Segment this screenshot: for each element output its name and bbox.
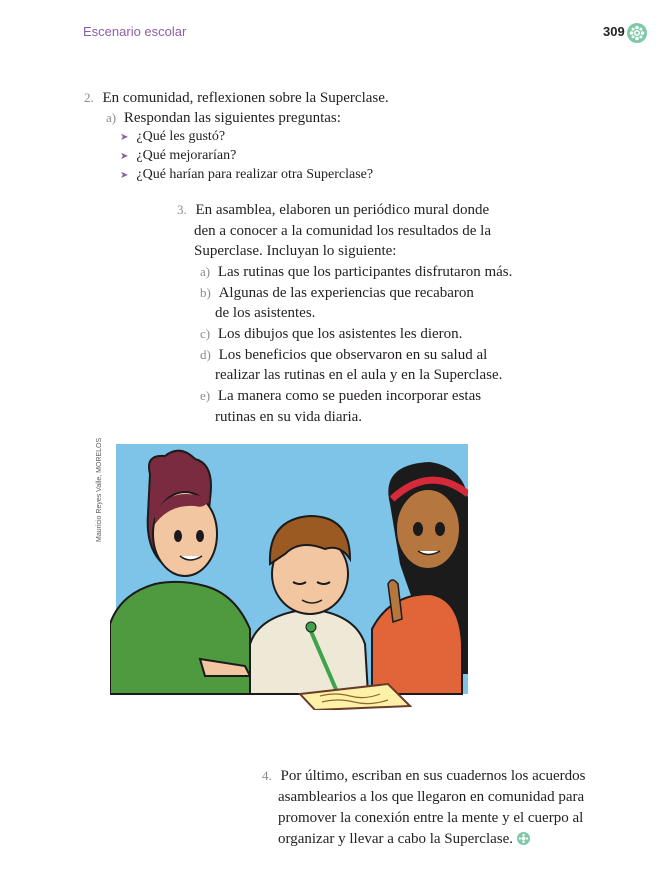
sub-text: Las rutinas que los participantes disfrutaron más. xyxy=(217,264,513,280)
sub-item-d xyxy=(200,345,487,365)
bullet-text: ¿Qué harían para realizar otra Superclase? xyxy=(136,167,374,182)
item-number: 2. xyxy=(84,90,94,105)
arrow-bullet-icon: ➤ xyxy=(120,170,129,181)
running-header: Escenario escolar xyxy=(83,24,187,39)
item-number: 4. xyxy=(262,768,272,783)
sub-text: rutinas en su vida diaria. xyxy=(215,409,363,425)
item-text-line: den a conocer a la comunidad los resultados de la xyxy=(194,223,491,239)
item-number: 3. xyxy=(177,202,187,217)
bullet-item xyxy=(120,127,225,148)
item-text-line: Superclase. Incluyan lo siguiente: xyxy=(194,243,397,259)
sub-letter: a) xyxy=(106,110,117,125)
arrow-bullet-icon: ➤ xyxy=(120,151,129,162)
sub-item-a xyxy=(200,262,512,282)
arrow-bullet-icon: ➤ xyxy=(120,132,129,143)
sub-text: Los beneficios que observaron en su salud al xyxy=(218,347,488,363)
sub-text: realizar las rutinas en el aula y en la Superclase. xyxy=(215,367,503,383)
sub-item-a xyxy=(106,108,341,128)
sub-letter: a) xyxy=(200,264,211,279)
sub-text: de los asistentes. xyxy=(215,305,316,321)
bullet-item xyxy=(120,165,373,186)
sub-letter: d) xyxy=(200,347,211,362)
page-number: 309 xyxy=(603,24,625,39)
item-text-line: asamblearios a los que llegaron en comunidad para xyxy=(278,789,585,805)
item-text-line: promover la conexión entre la mente y el cuerpo al xyxy=(278,810,584,826)
item-text-line: En asamblea, elaboren un periódico mural donde xyxy=(195,202,490,218)
bullet-text: ¿Qué les gustó? xyxy=(136,129,226,144)
item-4-last-line xyxy=(278,829,530,849)
item-3 xyxy=(177,200,489,220)
sub-text: Algunas de las experiencias que recabaron xyxy=(218,285,474,301)
item-text: En comunidad, reflexionen sobre la Superclase. xyxy=(102,90,389,106)
sub-text: Los dibujos que los asistentes les dieron. xyxy=(217,326,463,342)
gear-flower-icon xyxy=(627,23,647,43)
sub-letter: c) xyxy=(200,326,211,341)
sub-item-c xyxy=(200,324,462,344)
sub-letter: b) xyxy=(200,285,211,300)
sub-item-e xyxy=(200,386,481,406)
illustration-credit: Mauricio Reyes Valle, MORELOS xyxy=(96,437,103,542)
sub-text: Respondan las siguientes preguntas: xyxy=(123,110,341,126)
item-text-line: organizar y llevar a cabo la Superclase. xyxy=(278,831,514,847)
item-2 xyxy=(84,88,389,108)
item-4 xyxy=(262,766,585,786)
sub-item-b xyxy=(200,283,474,303)
bullet-item xyxy=(120,146,236,167)
illustration-three-students xyxy=(110,444,468,710)
sub-text: La manera como se pueden incorporar estas xyxy=(217,388,482,404)
bullet-text: ¿Qué mejorarían? xyxy=(136,148,237,163)
gear-flower-icon xyxy=(517,832,530,845)
item-text-line: Por último, escriban en sus cuadernos los acuerdos xyxy=(280,768,586,784)
sub-letter: e) xyxy=(200,388,211,403)
